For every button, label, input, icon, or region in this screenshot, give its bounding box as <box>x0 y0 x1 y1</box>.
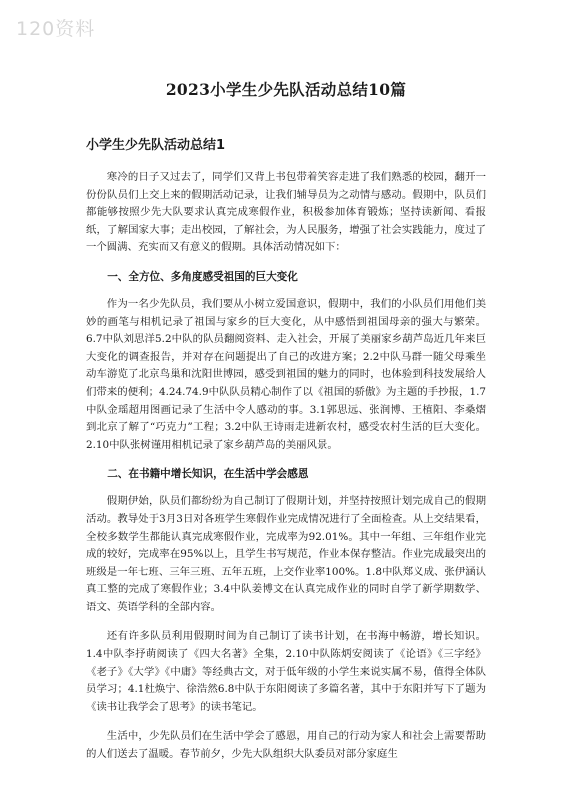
subheading-1: 一、全方位、多角度感受祖国的巨大变化 <box>107 270 298 283</box>
document-page <box>86 78 486 776</box>
paragraph-4: 生活中，少先队员们在生活中学会了感恩，用自己的行动为家人和社会上需要帮助的人们送去了温暖。春节前夕，少先大队组织大队委员对部分家庭生 <box>86 730 486 761</box>
subheading-2: 二、在书籍中增长知识，在生活中学会感恩 <box>107 468 309 481</box>
section-title: 小学生少先队活动总结1 <box>86 138 226 153</box>
paragraph-3: 还有许多队员利用假期时间为自己制订了读书计划，在书海中畅游，增长知识。1.4中队李抒萌阅读了《四大名著》全集，2.10中队陈炳安阅读了《论语》《三字经》《老子》《大学》《中庸》等经典古文，对于低年级的小学生来说实属不易，值得全体队员学习；4.1杜焕宁、徐浩然6.8中队于东阳阅读了多篇名著，其中于东阳并写下了题为《读书让我学会了思考》的读书笔记。 <box>86 630 486 713</box>
watermark-text: 120资料 <box>16 18 96 40</box>
paragraph-2: 假期伊始，队员们都纷纷为自己制订了假期计划，并坚持按照计划完成自己的假期活动。教导处于3月3日对各班学生寒假作业完成情况进行了全面检查。从上交结果看，全校多数学生都能认真完成寒假作业，完成率为92.01%。其中一年组、三年组作业完成的较好，完成率在95%以上，且学生书写规范，作业本保存整洁。作业完成最突出的班级是一年七班、三年三班、五年五班，上交作业率100%。1.8中队郑义成、张伊涵认真工整的完成了寒假作业；3.4中队姜博文在认真完成作业的同时自学了新学期数学、语文、英语学科的全部内容。 <box>86 495 486 613</box>
intro-paragraph: 寒冷的日子又过去了，同学们又背上书包带着笑容走进了我们熟悉的校园，翻开一份份队员们上交上来的假期活动记录，让我们辅导员为之动情与感动。假期中，队员们都能够按照少先大队要求认真完成寒假作业，积极参加体育锻炼；坚持读新闻、看报纸，了解国家大事；走出校园，了解社会，为人民服务，增强了社会实践能力，度过了一个圆满、充实而又有意义的假期。具体活动情况如下： <box>86 171 486 254</box>
page-title: 2023小学生少先队活动总结10篇 <box>165 80 407 99</box>
paragraph-1: 作为一名少先队员，我们要从小树立爱国意识，假期中，我们的小队员们用他们美妙的画笔与相机记录了祖国与家乡的巨大变化，从中感悟到祖国母亲的强大与繁荣。6.7中队刘思洋5.2中队的队员翻阅资料、走入社会，开展了美丽家乡葫芦岛近几年来巨大变化的调查报告，并对存在问题提出了自己的改进方案；2.2中队马群一随父母乘坐动车游览了北京鸟巢和沈阳世博园，感受到祖国的魅力的同时，也体验到科技发展给人们带来的便利；4.24.74.9中队队员精心制作了以《祖国的骄傲》为主题的手抄报，1.7中队金瑶超用图画记录了生活中令人感动的事。3.1郭思远、张润博、王植阳、李桑熠到北京了解了“巧克力”工程；3.2中队王诗雨走进新农村，感受农村生活的巨大变化。2.10中队张树谨用相机记录了家乡葫芦岛的美丽风景。 <box>86 297 486 451</box>
